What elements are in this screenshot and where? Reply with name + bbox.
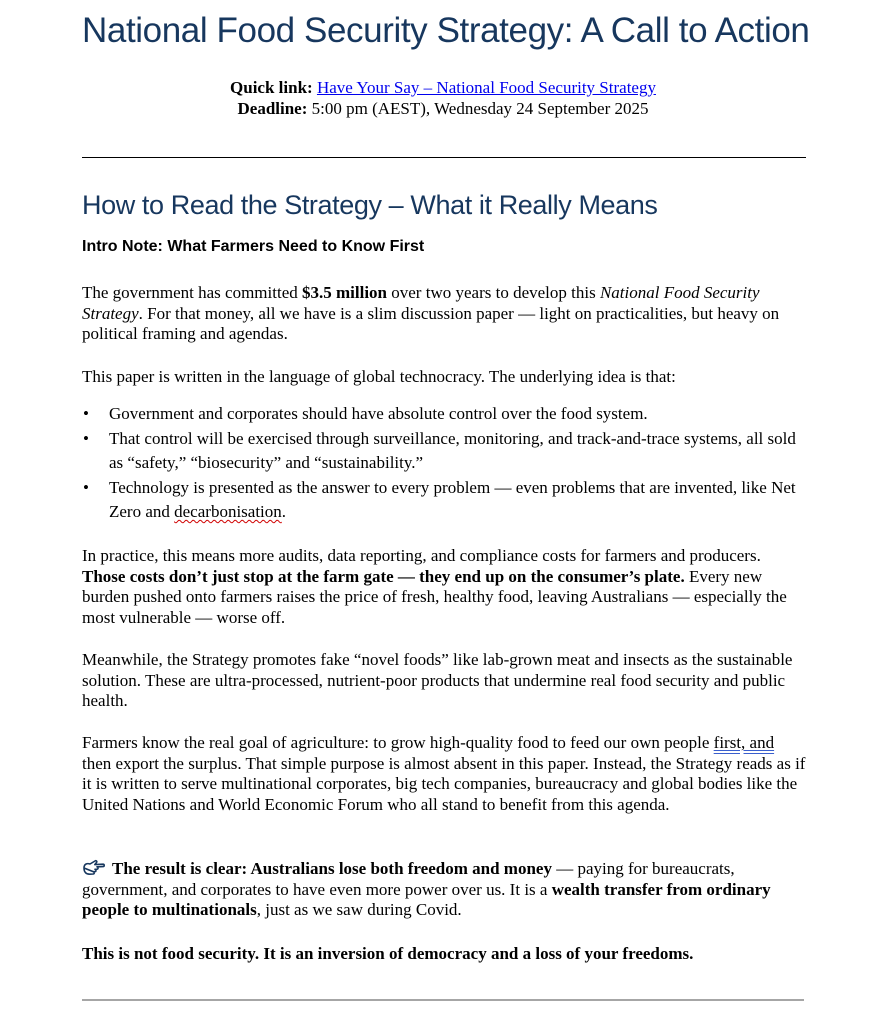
bullet-dot: • bbox=[83, 404, 89, 423]
bullet-dot: • bbox=[83, 477, 89, 497]
bullet-list bbox=[82, 402, 806, 525]
spellcheck-word: decarbonisation bbox=[174, 502, 282, 521]
conclusion-text: This is not food security. It is an inversion of democracy and a loss of your freedoms. bbox=[82, 944, 694, 963]
p1-strategy-name: National Food Security Strategy bbox=[82, 283, 760, 323]
paragraph-result bbox=[82, 859, 806, 921]
paragraph-technocracy: This paper is written in the language of global technocracy. The underlying idea is that: bbox=[82, 367, 676, 386]
p3-text-c: Every new burden pushed onto farmers raises the price of fresh, healthy food, leaving Australians — especially the most vulnerable — worse off. bbox=[82, 566, 787, 628]
deadline-label: Deadline: bbox=[237, 99, 308, 118]
page-title: National Food Security Strategy: A Call to Action bbox=[82, 11, 810, 50]
p5-text-a: Farmers know the real goal of agriculture: to grow high-quality food to feed our own people bbox=[82, 733, 714, 752]
paragraph-conclusion bbox=[82, 944, 806, 965]
section-heading: How to Read the Strategy – What it Really Means bbox=[82, 190, 658, 220]
pointing-hand-icon bbox=[82, 859, 106, 877]
bullet-text-end: . bbox=[281, 502, 287, 521]
bullet-text: Government and corporates should have absolute control over the food system. bbox=[109, 404, 648, 423]
list-item bbox=[82, 476, 806, 525]
p6-text-d: , just as we saw during Covid. bbox=[256, 900, 462, 920]
list-item bbox=[82, 402, 806, 427]
bullet-text: Technology is presented as the answer to every problem — even problems that are invented, like Net Zero and bbox=[109, 477, 796, 521]
deadline-value: 5:00 pm (AEST), Wednesday 24 September 2025 bbox=[311, 99, 649, 118]
paragraph-novel-foods: Meanwhile, the Strategy promotes fake “novel foods” like lab-grown meat and insects as the sustainable solution. These are ultra-processed, nutrient-poor products that undermine real food security and public health. bbox=[82, 650, 793, 711]
p3-bold-statement: Those costs don’t just stop at the farm gate — they end up on the consumer’s plate. bbox=[82, 566, 685, 586]
p1-text-e: . For that money, all we have is a slim discussion paper — light on practicalities, but heavy on political framing and agendas. bbox=[82, 303, 780, 344]
quick-link-line bbox=[82, 77, 804, 98]
quick-link-label: Quick link: bbox=[230, 78, 313, 97]
quick-info bbox=[82, 77, 804, 119]
section-subheading: Intro Note: What Farmers Need to Know First bbox=[82, 238, 425, 255]
p6-bold-lead: The result is clear: Australians lose both freedom and money bbox=[112, 859, 552, 878]
paragraph-costs bbox=[82, 546, 806, 629]
have-your-say-link[interactable]: Have Your Say – National Food Security Strategy bbox=[316, 78, 656, 97]
bullet-text: That control will be exercised through surveillance, monitoring, and track-and-trace systems, all sold as “safety,” “biosecurity” and “sustainability.” bbox=[109, 428, 796, 472]
p6-text-b: — paying for bureaucrats, government, and corporates to have even more power over us. It is a bbox=[82, 859, 735, 899]
paragraph-agriculture-goal bbox=[82, 733, 806, 816]
p1-text-c: over two years to develop this bbox=[387, 283, 600, 302]
deadline-line bbox=[82, 98, 804, 119]
grammar-flagged-words: first, and bbox=[713, 733, 775, 752]
p1-funding-amount: $3.5 million bbox=[302, 283, 388, 302]
p1-text-a: The government has committed bbox=[82, 283, 302, 302]
paragraph-funding bbox=[82, 283, 806, 345]
bullet-dot: • bbox=[83, 428, 89, 448]
p5-text-c: then export the surplus. That simple purpose is almost absent in this paper. Instead, the Strategy reads as if it is written to serve multinational corporates, big tech companies, bureaucracy and global bodies like the United Nations and World Economic Forum who all stand to benefit from this agenda. bbox=[82, 753, 806, 815]
top-divider bbox=[82, 157, 806, 158]
list-item bbox=[82, 427, 806, 476]
bottom-divider bbox=[82, 999, 804, 1001]
p3-text-a: In practice, this means more audits, data reporting, and compliance costs for farmers and producers. bbox=[82, 546, 761, 565]
p6-bold-wealth-transfer: wealth transfer from ordinary people to multinationals bbox=[82, 879, 771, 920]
